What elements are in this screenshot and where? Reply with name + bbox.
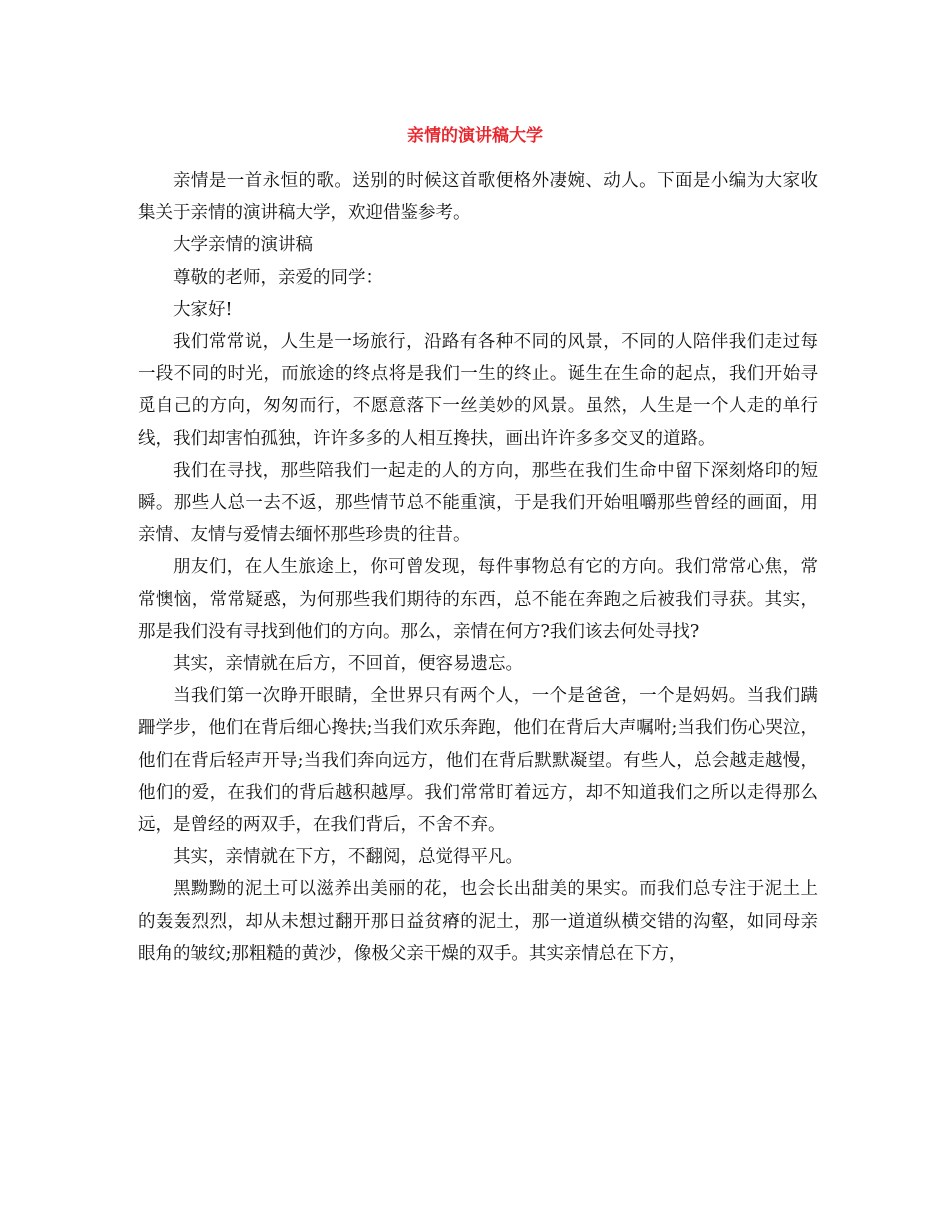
paragraph-below: 其实，亲情就在下方，不翻阅，总觉得平凡。 [173,847,523,868]
document-body [138,165,818,970]
paragraph-soil: 黑黝黝的泥土可以滋养出美丽的花，也会长出甜美的果实。而我们总专注于泥土上的轰轰烈烈，却从未想过翻开那日益贫瘠的泥土，那一道道纵横交错的沟壑，如同母亲眼角的皱纹;那粗糙的黄沙，像极父亲干燥的双手。其实亲情总在下方， [138,879,818,964]
paragraph-greeting: 大家好! [173,299,233,320]
paragraph-intro: 亲情是一首永恒的歌。送别的时候这首歌便格外凄婉、动人。下面是小编为大家收集关于亲情的演讲稿大学，欢迎借鉴参考。 [138,171,818,224]
paragraph-subtitle: 大学亲情的演讲稿 [173,235,313,256]
paragraph-journey: 我们常常说，人生是一场旅行，沿路有各种不同的风景，不同的人陪伴我们走过每一段不同的时光，而旅途的终点将是我们一生的终止。诞生在生命的起点，我们开始寻觅自己的方向，匆匆而行，不愿意落下一丝美妙的风景。虽然，人生是一个人走的单行线，我们却害怕孤独，许许多多的人相互搀扶，画出许许多多交叉的道路。 [138,332,818,449]
paragraph-friends: 朋友们，在人生旅途上，你可曾发现，每件事物总有它的方向。我们常常心焦，常常懊恼，常常疑惑，为何那些我们期待的东西，总不能在奔跑之后被我们寻获。其实，那是我们没有寻找到他们的方向。那么，亲情在何方?我们该去何处寻找? [138,557,818,642]
paragraph-salutation: 尊敬的老师，亲爱的同学： [173,267,383,288]
paragraph-searching: 我们在寻找，那些陪我们一起走的人的方向，那些在我们生命中留下深刻烙印的短瞬。那些人总一去不返，那些情节总不能重演，于是我们开始咀嚼那些曾经的画面，用亲情、友情与爱情去缅怀那些珍贵的往昔。 [138,460,818,546]
document-title: 亲情的演讲稿大学 [407,126,543,146]
paragraph-parents: 当我们第一次睁开眼睛，全世界只有两个人，一个是爸爸，一个是妈妈。当我们蹒跚学步，他们在背后细心搀扶;当我们欢乐奔跑，他们在背后大声嘱咐;当我们伤心哭泣，他们在背后轻声开导;当我们奔向远方，他们在背后默默凝望。有些人，总会越走越慢，他们的爱，在我们的背后越积越厚。我们常常盯着远方，却不知道我们之所以走得那么远，是曾经的两双手，在我们背后，不舍不弃。 [138,686,818,836]
paragraph-behind: 其实，亲情就在后方，不回首，便容易遗忘。 [173,654,523,675]
